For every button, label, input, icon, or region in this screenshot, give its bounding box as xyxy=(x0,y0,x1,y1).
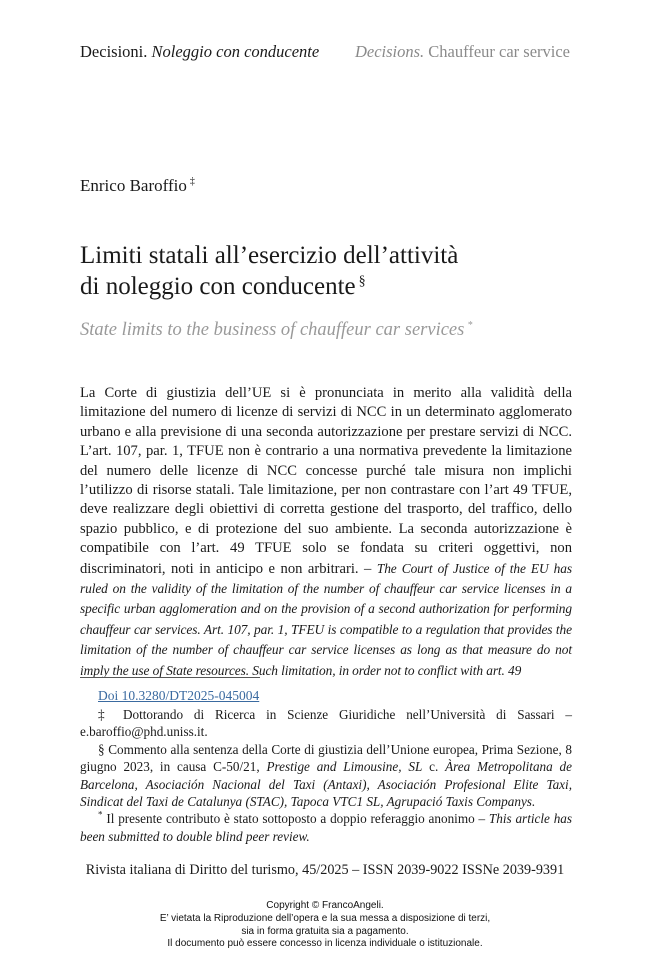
footnote-mark: ‡ xyxy=(98,707,113,722)
case-parties: Àrea Metropolitana de Barcelona, Asociación Nacional del Taxi (Antaxi), Asociación Profesional Elite Taxi, Sindicat del Taxi de Catalunya (STAC), Tapoca VTC1 SL, Agrupació Taxis Companys. xyxy=(80,759,572,810)
journal-citation: Rivista italiana di Diritto del turismo, 45/2025 – ISSN 2039-9022 ISSNe 2039-9391 xyxy=(85,862,565,878)
footnotes xyxy=(80,706,572,845)
footnote-review xyxy=(80,810,572,845)
footnote-text: c. xyxy=(429,759,439,775)
abstract xyxy=(80,384,572,681)
author-name: Enrico Baroffio xyxy=(80,176,187,195)
running-header-right xyxy=(355,42,570,62)
copyright-line-2: E’ vietata la Riproduzione dell’opera e la sua messa a disposizione di terzi, xyxy=(159,912,491,924)
author-footnote-mark: ‡ xyxy=(189,176,195,188)
article-title xyxy=(80,240,580,302)
footnote-mark: * xyxy=(98,810,103,821)
title-line-1: Limiti statali all’esercizio dell’attività xyxy=(80,242,459,269)
header-section-en: Decisions. xyxy=(354,42,425,61)
abstract-english: The Court of Justice of the EU has ruled on the validity of the limitation of the number of chauffeur car service licenses in a specific urban agglomeration and on the provision of a second authorization for performing chauffeur car services. Art. 107, par. 1, TFEU is compatible to a regulation that provides the limitation of the number of chauffeur car service licenses as long as that measure do not imply the use of State resources. Such limitation, in order not to conflict with art. 49 xyxy=(80,560,572,678)
copyright-line-3: sia in forma gratuita sia a pagamento. xyxy=(241,925,409,937)
header-section: Decisioni. xyxy=(80,42,148,61)
title-line-2: di noleggio con conducente xyxy=(80,273,356,300)
case-party: Prestige and Limousine, SL xyxy=(266,759,423,775)
doi-link[interactable]: Doi 10.3280/DT2025-045004 xyxy=(98,688,260,703)
footnote-separator xyxy=(80,677,260,678)
copyright-line-1: Copyright © FrancoAngeli. xyxy=(266,900,384,911)
running-header-left xyxy=(80,42,319,62)
subtitle-footnote-mark: * xyxy=(467,319,473,331)
footnote-author xyxy=(80,706,572,741)
article-subtitle xyxy=(80,320,472,341)
footnote-mark: § xyxy=(98,741,105,757)
footnote-text: Commento alla sentenza della Corte di giustizia dell’Unione europea, Prima Sezione, 8 giugno 2023, in causa C-50/21, xyxy=(80,741,573,775)
abstract-italian: La Corte di giustizia dell’UE si è pronunciata in merito alla validità della limitazione del numero di licenze di servizi di NCC in un determinato agglomerato urbano e alla previsione di una seconda autorizzazione per prestare servizi di NCC. L’art. 107, par. 1, TFUE non è contrario a una normativa prevedente la limitazione del numero delle licenze di NCC concesse purché tale misura non implichi l’utilizzo di risorse statali. Tale limitazione, per non contrastare con l’art 49 TFUE, deve realizzare degli obiettivi di corretta gestione del trasporto, del traffico, dello spazio pubblico, e di protezione del suo ambiente. La seconda autorizzazione è compatibile con l’art. 49 TFUE solo se fondata su criteri oggettivi, non discriminatori, noti in anticipo e non arbitrari. – xyxy=(80,385,572,577)
footnote-text-en: This article has been submitted to double blind peer review. xyxy=(80,811,573,844)
footnote-text: Il presente contributo è stato sottoposto a doppio referaggio anonimo – xyxy=(106,811,486,827)
copyright-line-4: Il documento può essere concesso in licenza individuale o istituzionale. xyxy=(167,938,483,950)
header-topic: Noleggio con conducente xyxy=(151,42,320,61)
title-footnote-mark: § xyxy=(358,273,366,289)
footnote-title xyxy=(80,741,572,811)
footnote-text: Dottorando di Ricerca in Scienze Giuridiche nell’Università di Sassari – e.baroffio@phd.uniss.it. xyxy=(80,707,573,740)
subtitle-text: State limits to the business of chauffeur car services xyxy=(80,320,465,340)
header-topic-en: Chauffeur car service xyxy=(428,42,570,61)
copyright-notice xyxy=(0,900,650,951)
author-line xyxy=(80,176,195,196)
